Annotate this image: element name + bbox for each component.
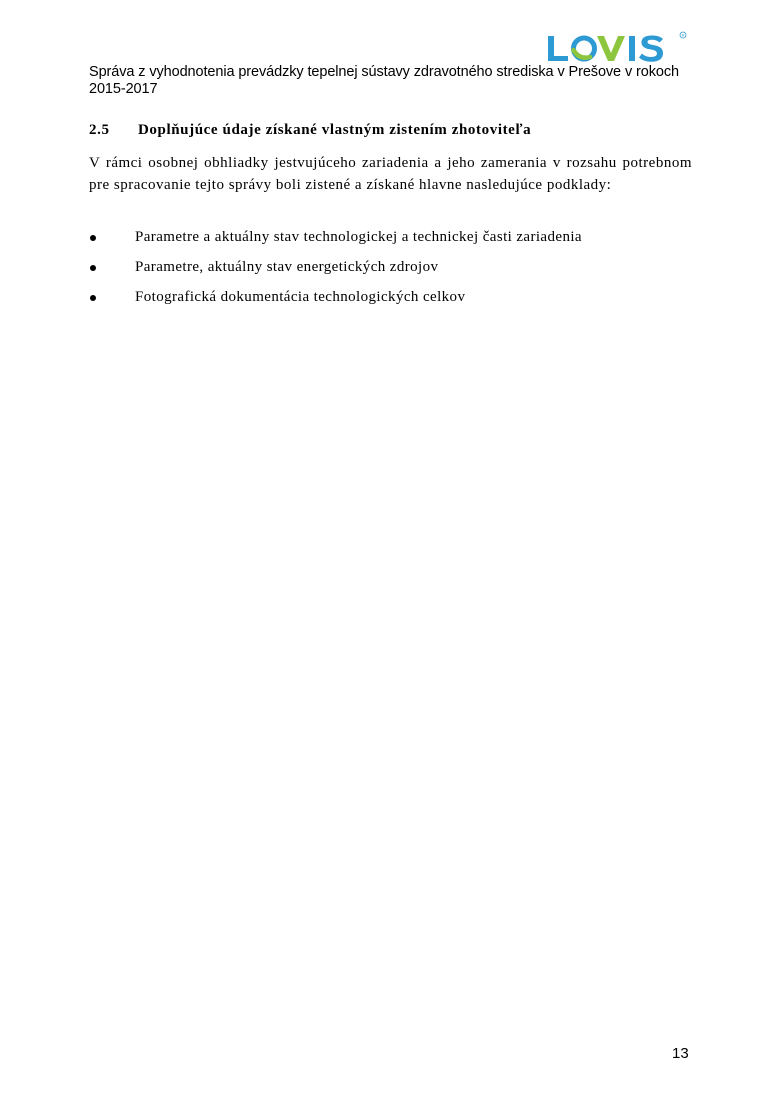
list-item-text: Fotografická dokumentácia technologických celkov — [135, 289, 466, 305]
intro-paragraph: V rámci osobnej obhliadky jestvujúceho zariadenia a jeho zamerania v rozsahu potrebnom pre spracovanie tejto správy boli zistené a získané hlavne nasledujúce podklady: — [89, 155, 692, 193]
lovis-logo-graphic — [546, 30, 692, 64]
running-header: Správa z vyhodnotenia prevádzky tepelnej sústavy zdravotného strediska v Prešove v rokoch 2015-2017 — [89, 64, 679, 97]
section-heading — [89, 121, 531, 139]
bullet-icon — [90, 265, 96, 271]
section-number: 2.5 — [89, 122, 110, 138]
bullet-list — [89, 228, 582, 318]
bullet-icon — [90, 235, 96, 241]
bullet-icon — [90, 295, 96, 301]
page-number: 13 — [672, 1045, 689, 1062]
lovis-logo — [546, 30, 692, 64]
svg-text:R: R — [681, 32, 685, 38]
list-item — [89, 288, 582, 318]
list-item — [89, 258, 582, 288]
list-item — [89, 228, 582, 258]
section-title: Doplňujúce údaje získané vlastným zistením zhotoviteľa — [138, 122, 532, 138]
list-item-text: Parametre a aktuálny stav technologickej a technickej časti zariadenia — [135, 229, 582, 245]
list-item-text: Parametre, aktuálny stav energetických zdrojov — [135, 259, 439, 275]
